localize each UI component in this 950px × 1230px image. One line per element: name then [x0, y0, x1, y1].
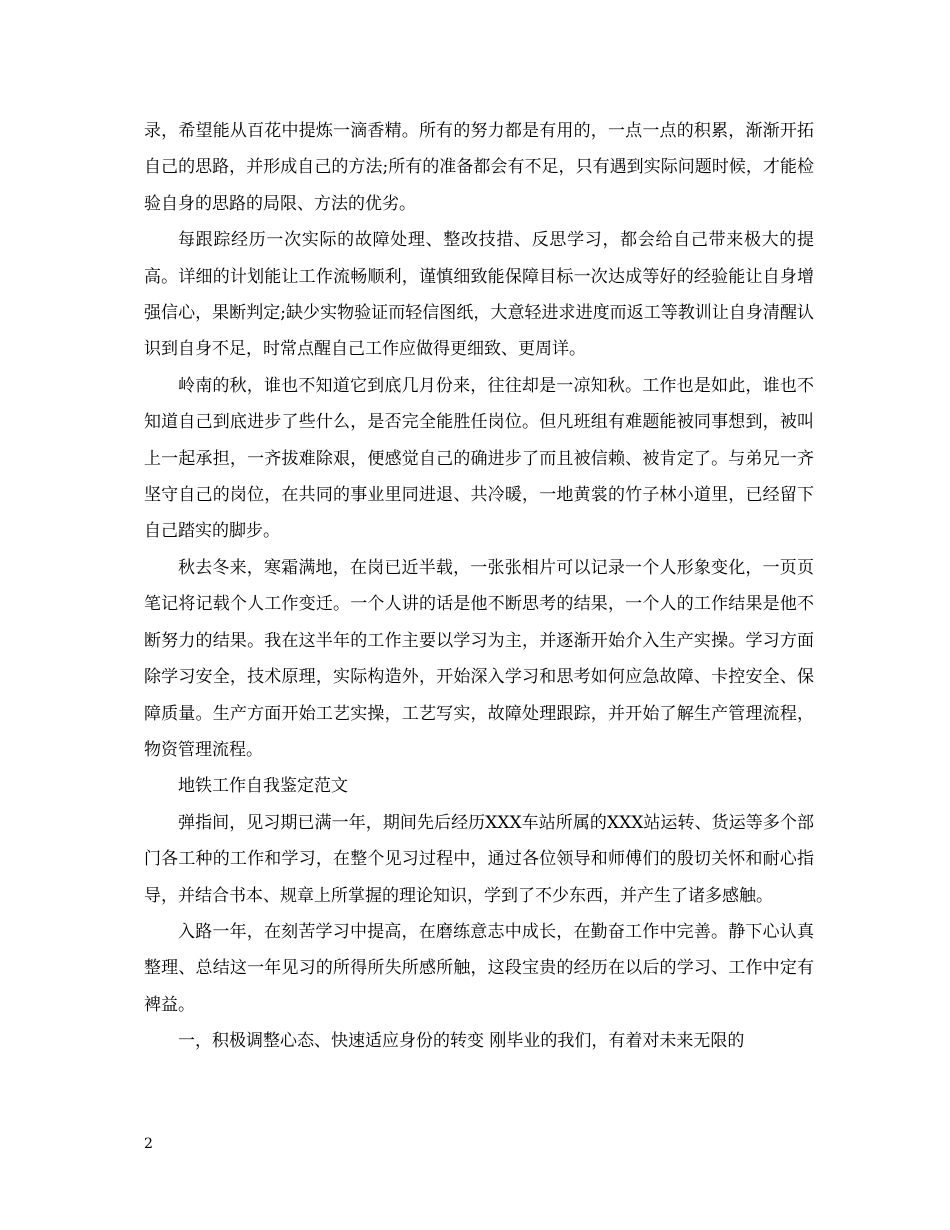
paragraph-4: 秋去冬来，寒霜满地，在岗已近半载，一张张相片可以记录一个人形象变化，一页页笔记将记载个人工作变迁。一个人讲的话是他不断思考的结果，一个人的工作结果是他不断努力的结果。我在这半年的工作主要以学习为主，并逐渐开始介入生产实操。学习方面除学习安全，技术原理，实际构造外，开始深入学习和思考如何应急故障、卡控安全、保障质量。生产方面开始工艺实操，工艺写实，故障处理跟踪，并开始了解生产管理流程，物资管理流程。: [144, 557, 814, 760]
paragraph-2: 每跟踪经历一次实际的故障处理、整改技措、反思学习，都会给自己带来极大的提高。详细的计划能让工作流畅顺利，谨慎细致能保障目标一次达成等好的经验能让自身增强信心，果断判定;缺少实物验证而轻信图纸，大意轻进求进度而返工等教训让自身清醒认识到自身不足，时常点醒自己工作应做得更细致、更周详。: [144, 230, 814, 360]
paragraph-7: 一，积极调整心态、快速适应身份的转变 刚毕业的我们，有着对未来无限的: [178, 1031, 745, 1052]
paragraph-6: 入路一年，在刻苦学习中提高，在磨练意志中成长，在勤奋工作中完善。静下心认真整理、总结这一年见习的所得所失所感所触，这段宝贵的经历在以后的学习、工作中定有裨益。: [144, 921, 814, 1015]
document-body: [144, 113, 814, 1060]
paragraph-5: 弹指间，见习期已满一年，期间先后经历XXX车站所属的XXX站运转、货运等多个部门各工种的工作和学习，在整个见习过程中，通过各位领导和师傅们的殷切关怀和耐心指导，并结合书本、规章上所掌握的理论知识，学到了不少东西，并产生了诸多感触。: [144, 812, 814, 906]
page-number: 2: [144, 1136, 153, 1152]
section-heading: 地铁工作自我鉴定范文: [178, 776, 348, 797]
paragraph-1: 录，希望能从百花中提炼一滴香精。所有的努力都是有用的，一点一点的积累，渐渐开拓自己的思路，并形成自己的方法;所有的准备都会有不足，只有遇到实际问题时候，才能检验自身的思路的局限、方法的优劣。: [144, 121, 814, 214]
paragraph-3: 岭南的秋，谁也不知道它到底几月份来，往往却是一凉知秋。工作也是如此，谁也不知道自己到底进步了些什么，是否完全能胜任岗位。但凡班组有难题能被同事想到，被叫上一起承担，一齐拔难除艰，便感觉自己的确进步了而且被信赖、被肯定了。与弟兄一齐坚守自己的岗位，在共同的事业里同进退、共冷暖，一地黄裳的竹子林小道里，已经留下自己踏实的脚步。: [144, 375, 814, 542]
